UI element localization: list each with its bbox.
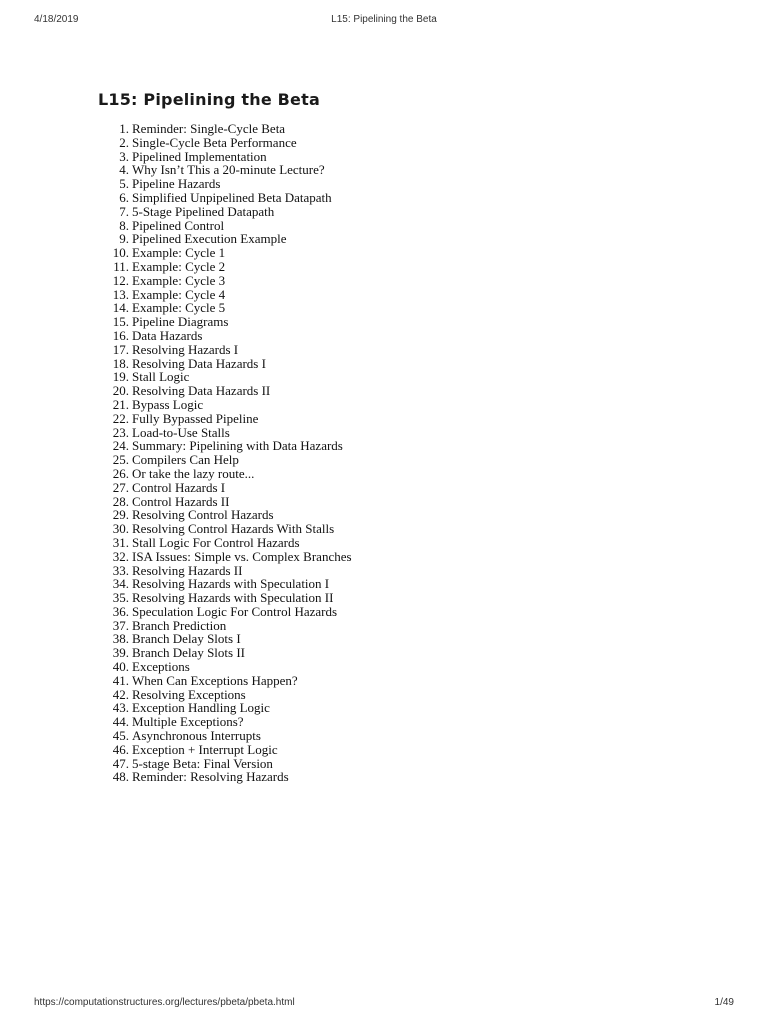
toc-item-link[interactable]: Resolving Hazards II (132, 562, 243, 578)
toc-item-number: 27. (112, 479, 129, 495)
toc-item (98, 757, 352, 771)
toc-item-link[interactable]: Why Isn’t This a 20-minute Lecture? (132, 162, 325, 178)
toc-item (98, 619, 352, 633)
toc-item (98, 357, 352, 371)
print-date: 4/18/2019 (34, 14, 79, 25)
toc-item-link[interactable]: Example: Cycle 2 (132, 258, 226, 274)
toc-item (98, 274, 352, 288)
toc-item-number: 28. (112, 493, 129, 509)
toc-item-link[interactable]: Branch Prediction (132, 617, 227, 633)
toc-item-number: 18. (112, 355, 129, 371)
toc-item (98, 605, 352, 619)
toc-item-number: 8. (119, 217, 129, 233)
toc-item (98, 522, 352, 536)
toc-item-number: 11. (113, 258, 129, 274)
toc-item (98, 191, 352, 205)
toc-item-link[interactable]: Resolving Control Hazards With Stalls (132, 521, 335, 537)
toc-item-link[interactable]: Control Hazards I (132, 479, 226, 495)
toc-item (98, 343, 352, 357)
toc-item-number: 17. (112, 341, 129, 357)
toc-item-number: 3. (119, 148, 129, 164)
toc-item-link[interactable]: 5-Stage Pipelined Datapath (132, 203, 275, 219)
toc-item (98, 246, 352, 260)
toc-item-link[interactable]: ISA Issues: Simple vs. Complex Branches (132, 548, 352, 564)
toc-item-number: 33. (112, 562, 129, 578)
toc-item-number: 35. (112, 590, 129, 606)
toc-item-link[interactable]: Branch Delay Slots I (132, 631, 241, 647)
toc-item-link[interactable]: Reminder: Single-Cycle Beta (132, 121, 286, 136)
toc-item-number: 36. (112, 603, 129, 619)
toc-item (98, 508, 352, 522)
page-url: https://computationstructures.org/lectures/pbeta/pbeta.html (34, 997, 295, 1008)
toc-item-link[interactable]: 5-stage Beta: Final Version (132, 755, 273, 771)
toc-item-number: 9. (119, 231, 129, 247)
toc-item-link[interactable]: Single-Cycle Beta Performance (132, 134, 297, 150)
toc-item-number: 13. (112, 286, 129, 302)
toc-item-link[interactable]: Asynchronous Interrupts (132, 728, 261, 744)
toc-item-link[interactable]: Exception + Interrupt Logic (132, 741, 278, 757)
toc-item-link[interactable]: Example: Cycle 4 (132, 286, 226, 302)
toc-item-link[interactable]: Example: Cycle 5 (132, 300, 226, 316)
toc-item-link[interactable]: Pipelined Execution Example (132, 231, 287, 247)
toc-item-link[interactable]: Or take the lazy route... (132, 465, 255, 481)
print-header (34, 14, 734, 28)
toc-item-link[interactable]: Data Hazards (132, 327, 203, 343)
toc-item-number: 40. (112, 659, 129, 675)
toc-item (98, 439, 352, 453)
toc-item-number: 45. (112, 728, 129, 744)
toc-item-link[interactable]: Branch Delay Slots II (132, 645, 246, 661)
toc-item-number: 47. (112, 755, 129, 771)
toc-item-link[interactable]: Exceptions (132, 659, 190, 675)
toc-item (98, 481, 352, 495)
table-of-contents (98, 122, 352, 784)
toc-item-link[interactable]: Bypass Logic (132, 396, 204, 412)
toc-item-link[interactable]: Pipeline Diagrams (132, 314, 229, 330)
toc-item (98, 577, 352, 591)
toc-item (98, 150, 352, 164)
toc-item-link[interactable]: Example: Cycle 3 (132, 272, 226, 288)
toc-item (98, 163, 352, 177)
toc-item-link[interactable]: Example: Cycle 1 (132, 245, 226, 261)
page-title: L15: Pipelining the Beta (98, 90, 320, 109)
toc-item-number: 6. (119, 189, 129, 205)
toc-item (98, 315, 352, 329)
toc-item-number: 7. (119, 203, 129, 219)
toc-item (98, 688, 352, 702)
toc-item-number: 25. (112, 452, 129, 468)
toc-item-number: 10. (112, 245, 129, 261)
toc-item-number: 2. (119, 134, 129, 150)
toc-item (98, 260, 352, 274)
print-footer (34, 997, 734, 1011)
toc-item-number: 34. (112, 576, 129, 592)
toc-item-number: 24. (112, 438, 129, 454)
toc-item-link[interactable]: Pipeline Hazards (132, 176, 221, 192)
toc-item (98, 715, 352, 729)
toc-item-link[interactable]: Control Hazards II (132, 493, 230, 509)
toc-item-number: 37. (112, 617, 129, 633)
toc-item-link[interactable]: Resolving Hazards with Speculation II (132, 590, 334, 606)
toc-item (98, 536, 352, 550)
toc-item (98, 660, 352, 674)
toc-item-number: 30. (112, 521, 129, 537)
toc-item-link[interactable]: Fully Bypassed Pipeline (132, 410, 259, 426)
toc-item (98, 564, 352, 578)
toc-item (98, 453, 352, 467)
toc-item-link[interactable]: When Can Exceptions Happen? (132, 672, 298, 688)
toc-item (98, 674, 352, 688)
toc-item (98, 136, 352, 150)
toc-item-number: 12. (112, 272, 129, 288)
toc-item-number: 23. (112, 424, 129, 440)
toc-item-number: 16. (112, 327, 129, 343)
toc-item-number: 21. (112, 396, 129, 412)
toc-item-link[interactable]: Exception Handling Logic (132, 700, 270, 716)
page-number: 1/49 (714, 997, 734, 1008)
toc-item-number: 1. (119, 121, 129, 136)
toc-item (98, 205, 352, 219)
toc-item-number: 20. (112, 383, 129, 399)
toc-item (98, 550, 352, 564)
toc-item (98, 288, 352, 302)
toc-item (98, 591, 352, 605)
toc-item (98, 398, 352, 412)
toc-item-link[interactable]: Resolving Exceptions (132, 686, 246, 702)
toc-item (98, 467, 352, 481)
toc-item-number: 44. (112, 714, 129, 730)
toc-item-link[interactable]: Reminder: Resolving Hazards (132, 769, 289, 785)
toc-item-link[interactable]: Stall Logic For Control Hazards (132, 534, 300, 550)
toc-item-number: 5. (119, 176, 129, 192)
toc-item (98, 370, 352, 384)
print-header-title: L15: Pipelining the Beta (331, 14, 437, 25)
toc-item-link[interactable]: Resolving Data Hazards I (132, 355, 266, 371)
toc-item-link[interactable]: Multiple Exceptions? (132, 714, 244, 730)
toc-item (98, 646, 352, 660)
toc-item-number: 39. (112, 645, 129, 661)
toc-item-number: 26. (112, 465, 129, 481)
toc-item-number: 31. (112, 534, 129, 550)
toc-item (98, 232, 352, 246)
toc-item-number: 46. (112, 741, 129, 757)
toc-item-link[interactable]: Speculation Logic For Control Hazards (132, 603, 338, 619)
toc-item-link[interactable]: Compilers Can Help (132, 452, 239, 468)
toc-item-link[interactable]: Load-to-Use Stalls (132, 424, 230, 440)
toc-item (98, 412, 352, 426)
toc-item-number: 14. (112, 300, 129, 316)
toc-item-number: 38. (112, 631, 129, 647)
toc-item-link[interactable]: Resolving Hazards I (132, 341, 239, 357)
toc-item-number: 41. (112, 672, 129, 688)
toc-item-number: 19. (112, 369, 129, 385)
toc-item-number: 48. (112, 769, 129, 785)
toc-item (98, 329, 352, 343)
toc-item-number: 43. (112, 700, 129, 716)
toc-item (98, 122, 352, 136)
toc-item (98, 384, 352, 398)
toc-item-link[interactable]: Pipelined Control (132, 217, 225, 233)
toc-item (98, 701, 352, 715)
toc-item-number: 42. (112, 686, 129, 702)
toc-item-link[interactable]: Summary: Pipelining with Data Hazards (132, 438, 343, 454)
toc-item (98, 770, 352, 784)
toc-item (98, 426, 352, 440)
toc-item-link[interactable]: Pipelined Implementation (132, 148, 267, 164)
toc-item-link[interactable]: Resolving Control Hazards (132, 507, 274, 523)
toc-item-number: 4. (119, 162, 129, 178)
toc-item (98, 632, 352, 646)
toc-item (98, 219, 352, 233)
toc-item-number: 15. (112, 314, 129, 330)
toc-item-number: 29. (112, 507, 129, 523)
toc-item-link[interactable]: Resolving Hazards with Speculation I (132, 576, 330, 592)
toc-item (98, 495, 352, 509)
toc-item (98, 743, 352, 757)
toc-item-link[interactable]: Resolving Data Hazards II (132, 383, 271, 399)
toc-item (98, 301, 352, 315)
toc-item-link[interactable]: Simplified Unpipelined Beta Datapath (132, 189, 332, 205)
toc-item-number: 22. (112, 410, 129, 426)
toc-item-link[interactable]: Stall Logic (132, 369, 190, 385)
toc-item-number: 32. (112, 548, 129, 564)
toc-item (98, 177, 352, 191)
toc-item (98, 729, 352, 743)
